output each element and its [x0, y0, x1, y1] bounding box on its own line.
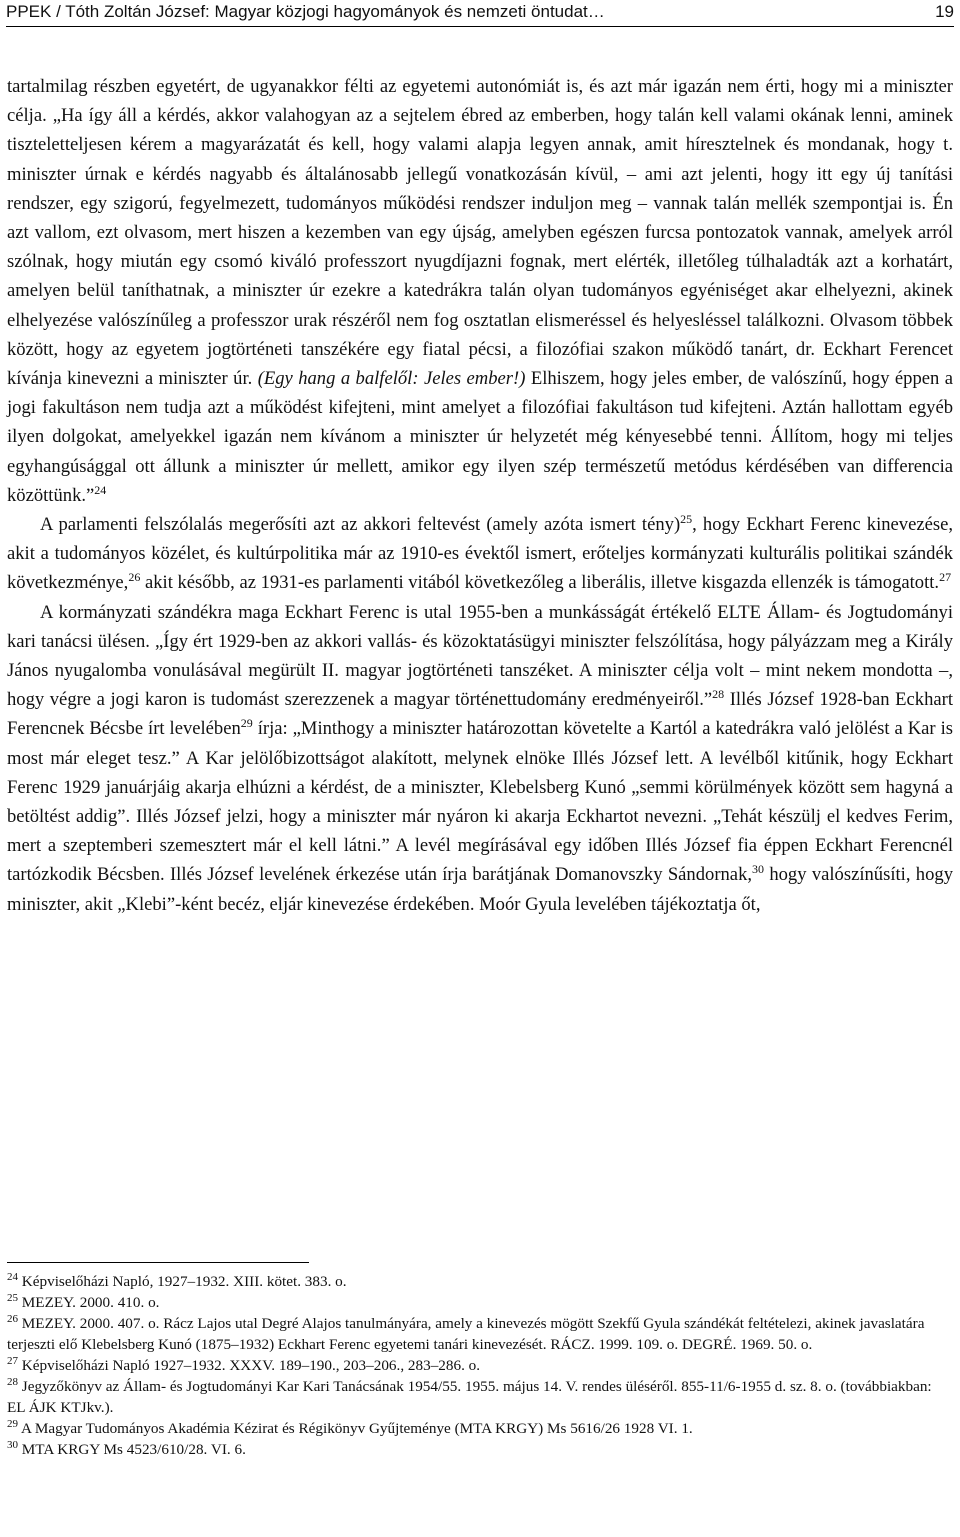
header-title: PPEK / Tóth Zoltán József: Magyar közjogi hagyományok és nemzeti öntudat… [6, 2, 605, 21]
footnote-ref-24[interactable]: 24 [94, 482, 107, 497]
footnote-text: MTA KRGY Ms 4523/610/28. VI. 6. [21, 1441, 246, 1458]
paragraph-1 [7, 72, 953, 510]
footnote-number: 25 [7, 1292, 18, 1304]
paragraph-3 [7, 598, 953, 919]
footnote-ref-30[interactable]: 30 [752, 862, 765, 877]
main-text [7, 72, 953, 919]
footnote-number: 27 [7, 1355, 18, 1367]
footnote-text: A Magyar Tudományos Akadémia Kézirat és Régikönyv Gyűjteménye (MTA KRGY) Ms 5616/26 1928 VI. 1. [20, 1420, 693, 1437]
footnote-text: MEZEY. 2000. 410. o. [21, 1294, 160, 1311]
paragraph-2-text-a: A parlamenti felszólalás megerősíti azt az akkori feltevést (amely azóta ismert tény) [40, 514, 681, 536]
footnote-number: 30 [7, 1439, 18, 1451]
paragraph-2-text-c: akit később, az 1931-es parlamenti vitából következőleg a liberális, illetve kisgazda ellenzék is támogatott. [140, 572, 940, 594]
footnote-ref-28[interactable]: 28 [712, 687, 725, 702]
footnote-ref-25[interactable]: 25 [680, 512, 693, 527]
footnote [7, 1355, 953, 1376]
footnote-text: Jegyzőkönyv az Állam- és Jogtudományi Kar Kari Tanácsának 1954/55. 1955. május 14. V. rendes üléséről. 855-11/6-1955 d. sz. 8. o. (továbbiakban: EL ÁJK KTJkv.). [7, 1378, 932, 1416]
footnotes [7, 1271, 953, 1460]
footnote-ref-27[interactable]: 27 [939, 570, 952, 585]
paragraph-2-text-b: , hogy Eckhart Ferenc kinevezése, akit a tudományos közélet, és kultúrpolitika már az 1910-es évektől ismert, erőteljes kormányzati kulturális politikai szándék következménye, [7, 514, 953, 594]
paragraph-3-text-c: írja: „Minthogy a miniszter határozottan követelte a Kartól a katedrákra való jelölést a Kar is most már eleget tesz.” A Kar jelölőbizottságot alakított, melynek elnöke Illés József lett. A levélből kitűnik, hogy Eckhart Ferenc 1929 januárjáig akarja elhúzni a kérdést, de a miniszter, Klebelsberg Kunó „semmi körülmények között sem hagyná a betöltést addig”. Illés József jelzi, hogy a miniszter már nyáron ki akarja Eckhartot nevezni. „Tehát készülj el kedves Ferim, mert a szeptemberi szemesztert már el kell látni.” A levél megírásával egy időben Illés József fia éppen Eckhart Ferencnél tartózkodik Bécsben. Illés József levelének érkezése után írja barátjának Domanovszky Sándornak, [7, 718, 953, 886]
paragraph-3-text-b: Illés József 1928-ban Eckhart Ferencnek Bécsbe írt levelében [7, 689, 953, 740]
footnote-number: 26 [7, 1313, 18, 1325]
footnote-text: Képviselőházi Napló 1927–1932. XXXV. 189–190., 203–206., 283–286. o. [21, 1357, 481, 1374]
footnote-ref-26[interactable]: 26 [128, 570, 141, 585]
footnote [7, 1418, 953, 1439]
footnote-separator [7, 1262, 309, 1263]
footnote [7, 1313, 953, 1355]
footnote-number: 29 [7, 1418, 18, 1430]
paragraph-3-text-a: A kormányzati szándékra maga Eckhart Ferenc is utal 1955-ben a munkásságát értékelő ELTE Állam- és Jogtudományi kari tanácsi ülésen. „Így ért 1929-ben az akkori vallás- és közoktatásügyi miniszter felszólítása, hogy pályázzam meg a Király János nyugalomba vonulásával megürült II. magyar jogtörténeti tanszéket. A miniszter célja volt – mint nekem mondotta –, hogy végre a jogi karon is tudomást szerezzenek a magyar történettudomány eredményeiről.” [7, 601, 953, 711]
paragraph-3-text-d: hogy valószínűsíti, hogy miniszter, akit „Klebi”-ként becéz, eljár kinevezése érdekében. Moór Gyula levelében tájékoztatja őt, [7, 864, 953, 915]
footnote [7, 1376, 953, 1418]
paragraph-1-text-a: tartalmilag részben egyetért, de ugyanakkor félti az egyetemi autonómiát is, és azt már igazán nem érti, hogy mi a miniszter célja. „Ha így áll a kérdés, akkor valahogyan az a sejtelem ébred az emberben, hogy talán kell valami okának lenni, aminek tiszteletteljesen kérem a magyarázatát és kell, hogy valami alapja legyen annak, amit híresztelnek és mondanak, hogy t. miniszter úrnak e kérdés nagyabb és általánosabb jellegű vonatkozásán kívül, – ami azt jelenti, hogy itt egy új tanítási rendszer, egy szigorú, fegyelmezett, tudományos működési rendszer induljon meg – vannak talán mellék szempontjai is. Én azt vallom, ezt olvasom, mert hiszen a kezemben van egy újság, amelyben egészen furcsa pontozatok vannak, amelyek arról szólnak, hogy miután egy csomó kiváló professzort nyugdíjazni fognak, mert elérték, illetőleg túlhaladták azt a korhatárt, amelyen belül taníthatnak, a miniszter úr ezekre a katedrákra talán olyan tudományos egyéniséget akar elhelyezni, akinek elhelyezése valószínűleg a professzor urak részéről nem fog osztatlan elismeréssel és helyesléssel találkozni. Olvasom többek között, hogy az egyetem jogtörténeti tanszékére egy fiatal pécsi, a filozófiai szakon működő tanárt, dr. Eckhart Ferencet kívánja kinevezni a miniszter úr. [7, 76, 953, 390]
page-number: 19 [935, 2, 954, 21]
footnote-number: 28 [7, 1376, 18, 1388]
footnote [7, 1439, 953, 1460]
footnote [7, 1271, 953, 1292]
paragraph-2 [7, 510, 953, 598]
footnote-text: MEZEY. 2000. 407. o. Rácz Lajos utal Degré Alajos tanulmányára, amely a kinevezés mögött Szekfű Gyula szándékát feltételezi, akinek javaslatára terjeszti elő Klebelsberg Kunó (1875–1932) Eckhart Ferenc egyetemi tanári kinevezését. RÁCZ. 1999. 109. o. DEGRÉ. 1969. 50. o. [7, 1315, 925, 1353]
footnote-ref-29[interactable]: 29 [240, 716, 253, 731]
footnote-number: 24 [7, 1271, 18, 1283]
paragraph-1-text-b: Elhiszem, hogy jeles ember, de valószínű, hogy éppen a jogi fakultáson nem tudja azt a működést kifejteni, mint amelyet a filozófiai fakultáson tud kifejteni. Aztán hallottam egyéb ilyen dolgokat, amelyekkel igazán nem kívánom a miniszter úr helyzetét még kényesebbé tenni. Állítom, hogy mi teljes egyhangúsággal ott állunk a miniszter úr mellett, amikor egy ilyen szép természetű metódus kérdésében van differencia közöttünk.” [7, 368, 953, 506]
footnote-text: Képviselőházi Napló, 1927–1932. XIII. kötet. 383. o. [21, 1273, 347, 1290]
paragraph-1-italic-interjection: (Egy hang a balfelől: Jeles ember!) [257, 368, 526, 390]
running-header [6, 0, 954, 27]
footnote [7, 1292, 953, 1313]
